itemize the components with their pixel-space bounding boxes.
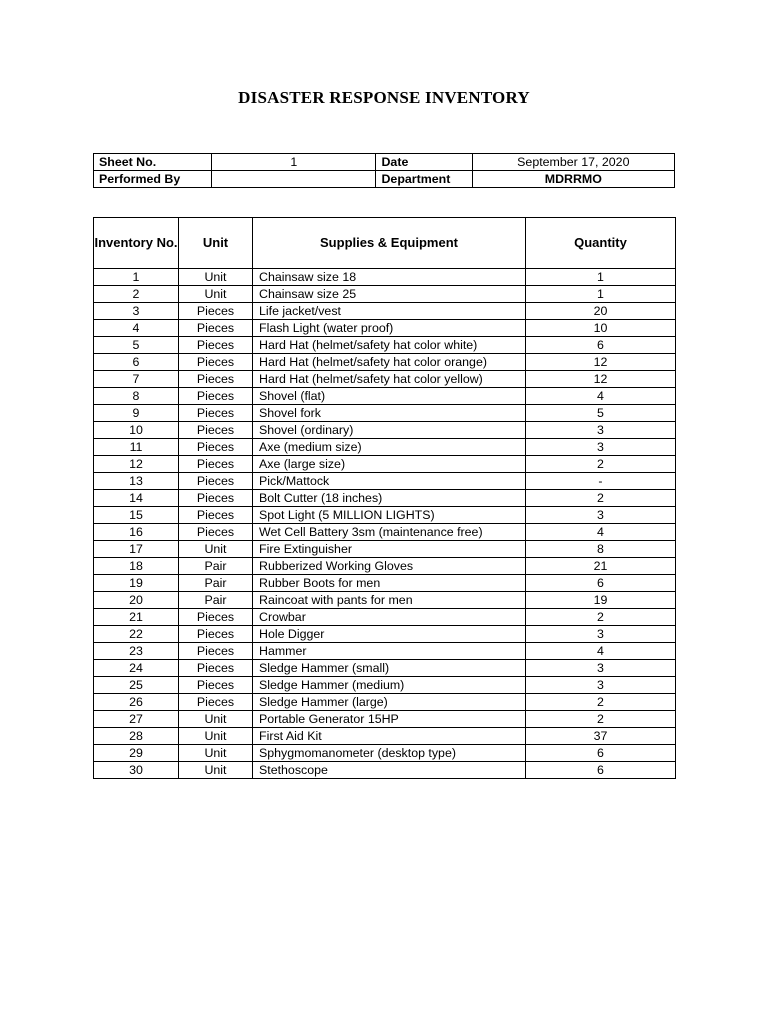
inventory-no-cell: 14	[94, 490, 179, 507]
table-row	[94, 677, 676, 694]
inventory-no-cell: 6	[94, 354, 179, 371]
date-label: Date	[376, 154, 472, 171]
quantity-cell: 6	[526, 575, 676, 592]
unit-cell: Pieces	[179, 490, 253, 507]
quantity-cell: 8	[526, 541, 676, 558]
unit-cell: Unit	[179, 762, 253, 779]
item-description-cell: Stethoscope	[253, 762, 526, 779]
unit-cell: Unit	[179, 269, 253, 286]
quantity-cell: 2	[526, 490, 676, 507]
item-description-cell: Axe (large size)	[253, 456, 526, 473]
inventory-table	[93, 217, 676, 779]
quantity-cell: 3	[526, 660, 676, 677]
item-description-cell: Sledge Hammer (medium)	[253, 677, 526, 694]
unit-cell: Unit	[179, 745, 253, 762]
inventory-body	[94, 269, 676, 779]
item-description-cell: Portable Generator 15HP	[253, 711, 526, 728]
item-description-cell: Shovel (ordinary)	[253, 422, 526, 439]
item-description-cell: Raincoat with pants for men	[253, 592, 526, 609]
quantity-cell: 10	[526, 320, 676, 337]
table-row	[94, 303, 676, 320]
table-row	[94, 592, 676, 609]
header-row-performed	[94, 171, 675, 188]
item-description-cell: Shovel (flat)	[253, 388, 526, 405]
date-value: September 17, 2020	[472, 154, 674, 171]
quantity-cell: 3	[526, 422, 676, 439]
column-header-unit: Unit	[179, 218, 253, 269]
table-row	[94, 337, 676, 354]
table-row	[94, 473, 676, 490]
department-value: MDRRMO	[472, 171, 674, 188]
sheet-no-label: Sheet No.	[94, 154, 212, 171]
unit-cell: Pair	[179, 592, 253, 609]
quantity-cell: 1	[526, 286, 676, 303]
item-description-cell: Hole Digger	[253, 626, 526, 643]
table-row	[94, 745, 676, 762]
table-row	[94, 507, 676, 524]
inventory-no-cell: 25	[94, 677, 179, 694]
inventory-no-cell: 19	[94, 575, 179, 592]
unit-cell: Pair	[179, 575, 253, 592]
quantity-cell: 6	[526, 745, 676, 762]
table-row	[94, 660, 676, 677]
table-row	[94, 626, 676, 643]
item-description-cell: Life jacket/vest	[253, 303, 526, 320]
unit-cell: Pieces	[179, 422, 253, 439]
unit-cell: Pieces	[179, 337, 253, 354]
item-description-cell: Hard Hat (helmet/safety hat color orange)	[253, 354, 526, 371]
item-description-cell: Hard Hat (helmet/safety hat color white)	[253, 337, 526, 354]
unit-cell: Pieces	[179, 439, 253, 456]
inventory-no-cell: 15	[94, 507, 179, 524]
quantity-cell: -	[526, 473, 676, 490]
table-row	[94, 405, 676, 422]
inventory-no-cell: 10	[94, 422, 179, 439]
item-description-cell: Bolt Cutter (18 inches)	[253, 490, 526, 507]
quantity-cell: 19	[526, 592, 676, 609]
item-description-cell: Axe (medium size)	[253, 439, 526, 456]
table-row	[94, 422, 676, 439]
unit-cell: Pair	[179, 558, 253, 575]
table-row	[94, 269, 676, 286]
quantity-cell: 4	[526, 643, 676, 660]
table-row	[94, 388, 676, 405]
inventory-no-cell: 28	[94, 728, 179, 745]
quantity-cell: 3	[526, 677, 676, 694]
item-description-cell: Hard Hat (helmet/safety hat color yellow)	[253, 371, 526, 388]
quantity-cell: 2	[526, 456, 676, 473]
item-description-cell: Sphygmomanometer (desktop type)	[253, 745, 526, 762]
unit-cell: Pieces	[179, 320, 253, 337]
quantity-cell: 3	[526, 507, 676, 524]
quantity-cell: 21	[526, 558, 676, 575]
table-row	[94, 320, 676, 337]
quantity-cell: 2	[526, 694, 676, 711]
table-row	[94, 711, 676, 728]
unit-cell: Pieces	[179, 609, 253, 626]
unit-cell: Pieces	[179, 643, 253, 660]
inventory-no-cell: 18	[94, 558, 179, 575]
item-description-cell: Sledge Hammer (small)	[253, 660, 526, 677]
item-description-cell: Fire Extinguisher	[253, 541, 526, 558]
unit-cell: Pieces	[179, 354, 253, 371]
table-row	[94, 490, 676, 507]
inventory-no-cell: 30	[94, 762, 179, 779]
unit-cell: Pieces	[179, 388, 253, 405]
quantity-cell: 2	[526, 609, 676, 626]
inventory-header-row	[94, 218, 676, 269]
table-row	[94, 541, 676, 558]
quantity-cell: 6	[526, 762, 676, 779]
inventory-no-cell: 26	[94, 694, 179, 711]
item-description-cell: First Aid Kit	[253, 728, 526, 745]
performed-by-label: Performed By	[94, 171, 212, 188]
performed-by-value	[212, 171, 376, 188]
unit-cell: Pieces	[179, 660, 253, 677]
column-header-inventory-no: Inventory No.	[94, 218, 179, 269]
inventory-no-cell: 24	[94, 660, 179, 677]
table-row	[94, 609, 676, 626]
table-row	[94, 575, 676, 592]
unit-cell: Pieces	[179, 456, 253, 473]
unit-cell: Unit	[179, 711, 253, 728]
table-row	[94, 694, 676, 711]
unit-cell: Pieces	[179, 371, 253, 388]
item-description-cell: Hammer	[253, 643, 526, 660]
item-description-cell: Chainsaw size 18	[253, 269, 526, 286]
unit-cell: Pieces	[179, 524, 253, 541]
quantity-cell: 37	[526, 728, 676, 745]
unit-cell: Unit	[179, 286, 253, 303]
item-description-cell: Rubber Boots for men	[253, 575, 526, 592]
inventory-no-cell: 8	[94, 388, 179, 405]
table-row	[94, 439, 676, 456]
quantity-cell: 5	[526, 405, 676, 422]
item-description-cell: Sledge Hammer (large)	[253, 694, 526, 711]
item-description-cell: Crowbar	[253, 609, 526, 626]
inventory-no-cell: 16	[94, 524, 179, 541]
header-row-sheet	[94, 154, 675, 171]
inventory-no-cell: 5	[94, 337, 179, 354]
quantity-cell: 4	[526, 524, 676, 541]
unit-cell: Pieces	[179, 626, 253, 643]
column-header-quantity: Quantity	[526, 218, 676, 269]
table-row	[94, 354, 676, 371]
sheet-no-value: 1	[212, 154, 376, 171]
table-row	[94, 728, 676, 745]
quantity-cell: 20	[526, 303, 676, 320]
table-row	[94, 456, 676, 473]
unit-cell: Pieces	[179, 694, 253, 711]
inventory-no-cell: 17	[94, 541, 179, 558]
unit-cell: Pieces	[179, 677, 253, 694]
inventory-no-cell: 29	[94, 745, 179, 762]
inventory-no-cell: 21	[94, 609, 179, 626]
inventory-no-cell: 22	[94, 626, 179, 643]
quantity-cell: 2	[526, 711, 676, 728]
quantity-cell: 3	[526, 626, 676, 643]
unit-cell: Pieces	[179, 303, 253, 320]
item-description-cell: Shovel fork	[253, 405, 526, 422]
table-row	[94, 643, 676, 660]
inventory-no-cell: 9	[94, 405, 179, 422]
item-description-cell: Flash Light (water proof)	[253, 320, 526, 337]
unit-cell: Pieces	[179, 473, 253, 490]
inventory-no-cell: 1	[94, 269, 179, 286]
unit-cell: Pieces	[179, 507, 253, 524]
document-title: DISASTER RESPONSE INVENTORY	[238, 88, 530, 107]
quantity-cell: 12	[526, 354, 676, 371]
table-row	[94, 371, 676, 388]
table-row	[94, 286, 676, 303]
inventory-no-cell: 7	[94, 371, 179, 388]
item-description-cell: Spot Light (5 MILLION LIGHTS)	[253, 507, 526, 524]
unit-cell: Unit	[179, 541, 253, 558]
inventory-no-cell: 3	[94, 303, 179, 320]
quantity-cell: 4	[526, 388, 676, 405]
inventory-no-cell: 23	[94, 643, 179, 660]
unit-cell: Pieces	[179, 405, 253, 422]
item-description-cell: Chainsaw size 25	[253, 286, 526, 303]
item-description-cell: Rubberized Working Gloves	[253, 558, 526, 575]
inventory-no-cell: 2	[94, 286, 179, 303]
quantity-cell: 1	[526, 269, 676, 286]
sheet-header-table	[93, 153, 675, 188]
table-row	[94, 558, 676, 575]
inventory-no-cell: 20	[94, 592, 179, 609]
inventory-no-cell: 13	[94, 473, 179, 490]
quantity-cell: 12	[526, 371, 676, 388]
inventory-no-cell: 27	[94, 711, 179, 728]
quantity-cell: 6	[526, 337, 676, 354]
table-row	[94, 524, 676, 541]
item-description-cell: Wet Cell Battery 3sm (maintenance free)	[253, 524, 526, 541]
quantity-cell: 3	[526, 439, 676, 456]
inventory-no-cell: 12	[94, 456, 179, 473]
department-label: Department	[376, 171, 472, 188]
table-row	[94, 762, 676, 779]
inventory-no-cell: 11	[94, 439, 179, 456]
unit-cell: Unit	[179, 728, 253, 745]
item-description-cell: Pick/Mattock	[253, 473, 526, 490]
column-header-supplies: Supplies & Equipment	[253, 218, 526, 269]
inventory-no-cell: 4	[94, 320, 179, 337]
